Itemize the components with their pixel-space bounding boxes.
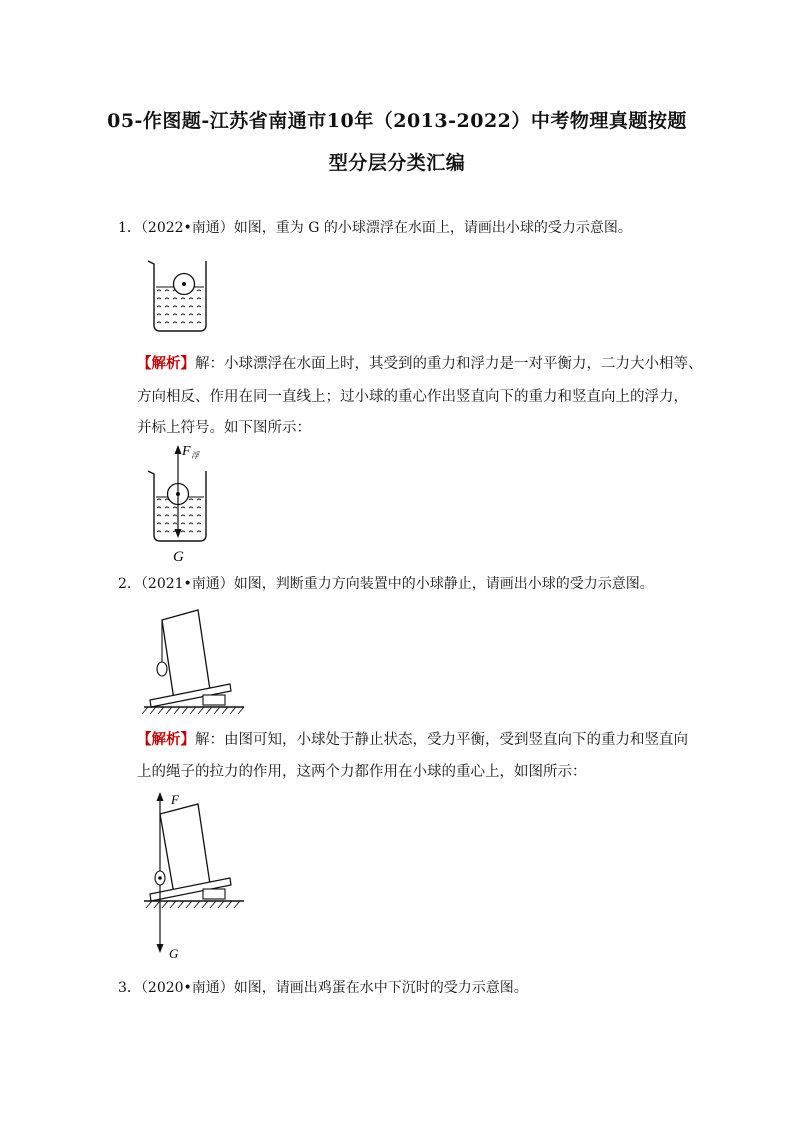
- q1-answer-tag: 【解析】: [137, 355, 195, 372]
- q2-answer-tag: 【解析】: [137, 731, 195, 748]
- question-1-prompt: 1．（2022•南通）如图，重为 G 的小球漂浮在水面上，请画出小球的受力示意图。: [118, 220, 632, 236]
- q1-answer-figure: [140, 440, 230, 565]
- gravity-arrowhead: [157, 944, 164, 953]
- wedge-block: [203, 889, 225, 899]
- ball-center-dot: [182, 282, 186, 286]
- label-G: G: [169, 946, 179, 961]
- page-title-line2: 型分层分类汇编: [328, 152, 466, 174]
- q2-answer-figure: [140, 786, 260, 968]
- frame: [162, 610, 210, 700]
- q1-answer-line-1: 【解析】解：小球漂浮在水面上时，其受到的重力和浮力是一对平衡力，二力大小相等、: [137, 355, 703, 372]
- q1-figure-beaker: [140, 255, 220, 335]
- wedge-block: [203, 695, 225, 705]
- label-G: G: [173, 549, 184, 565]
- q1-answer-line-3: 并标上符号。如下图所示：: [137, 420, 311, 436]
- ground-hatch: [142, 707, 244, 714]
- page-title-line1: 05-作图题-江苏省南通市10年（2013-2022）中考物理真题按题: [107, 110, 687, 132]
- label-F-buoyancy: F: [182, 444, 191, 459]
- question-3-prompt: 3．（2020•南通）如图，请画出鸡蛋在水中下沉时的受力示意图。: [118, 980, 528, 996]
- q2-answer-line-2: 上的绳子的拉力的作用，这两个力都作用在小球的重心上，如图所示：: [137, 764, 587, 780]
- frame: [160, 804, 210, 894]
- q2-answer-line-1: 【解析】解：由图可知，小球处于静止状态，受力平衡，受到竖直向下的重力和竖直向: [137, 731, 688, 748]
- q2-figure-device: [140, 596, 260, 721]
- label-F-subscript: 浮: [191, 451, 199, 460]
- question-2-prompt: 2．（2021•南通）如图，判断重力方向装置中的小球静止，请画出小球的受力示意图。: [118, 576, 654, 592]
- buoyancy-arrowhead: [175, 445, 182, 454]
- q1-answer-line-2: 方向相反、作用在同一直线上；过小球的重心作出竖直向下的重力和竖直向上的浮力，: [137, 389, 688, 405]
- ball: [157, 662, 167, 676]
- tension-arrowhead: [157, 792, 164, 801]
- label-F: F: [171, 792, 179, 807]
- ball-center-dot: [158, 876, 162, 880]
